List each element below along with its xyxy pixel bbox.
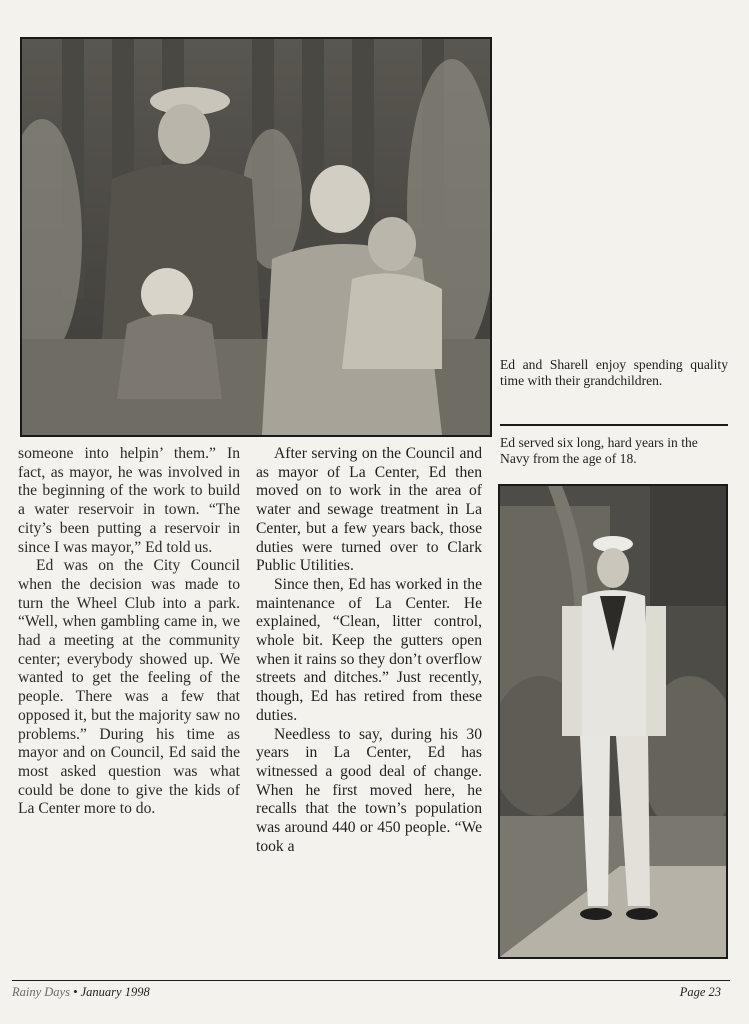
article-column-1 — [18, 445, 240, 819]
page-number: Page 23 — [679, 985, 721, 999]
column-1-paragraph-2: Ed was on the City Council when the decision was made to turn the Wheel Club into a park. “Well, when gambling came in, we had a meeting at the community center; everybody showed up. We wanted to get the feeling of the people. There was a few that opposed it, but the majority saw no problems.” During his time as mayor and on Council, Ed said the most asked question was what could be done to give the kids of La Center more to do. — [18, 557, 240, 818]
family-photo-caption: Ed and Sharell enjoy spending quality time with their grandchildren. — [500, 357, 728, 389]
family-photo — [20, 37, 492, 437]
sailor-photo-caption: Ed served six long, hard years in the Navy from the age of 18. — [500, 435, 698, 467]
sailor-photo — [498, 484, 728, 959]
footer-publication-info — [12, 985, 150, 1000]
column-2-paragraph-1: After serving on the Council and as mayor of La Center, Ed then moved on to work in the area of water and sewage treatment in La Center, but a few years back, those duties were turned over to Clark Public Utilities. — [256, 445, 482, 575]
column-2-paragraph-2: Since then, Ed has worked in the maintenance of La Center. He explained, “Clean, litter control, whole bit. Keep the gutters open when it rains so they don’t overflow streets and ditches.” Just recently, though, Ed has retired from these duties. — [256, 575, 482, 724]
caption-divider — [500, 424, 728, 426]
publication-name: Rainy Days — [12, 985, 70, 999]
publication-date: January 1998 — [80, 985, 150, 999]
footer-separator: • — [69, 985, 81, 999]
column-1-paragraph-1: someone into helpin’ them.” In fact, as mayor, he was involved in the beginning of the work to build a water reservoir in town. “The city’s been putting a reservoir in since I was mayor,” Ed told us. — [18, 445, 240, 556]
column-2-paragraph-3: Needless to say, during his 30 years in La Center, Ed has witnessed a good deal of change. When he first moved here, he recalls that the town’s population was around 440 or 450 people. “We took a — [256, 725, 482, 855]
article-column-2 — [256, 445, 482, 856]
footer-divider — [12, 980, 730, 981]
